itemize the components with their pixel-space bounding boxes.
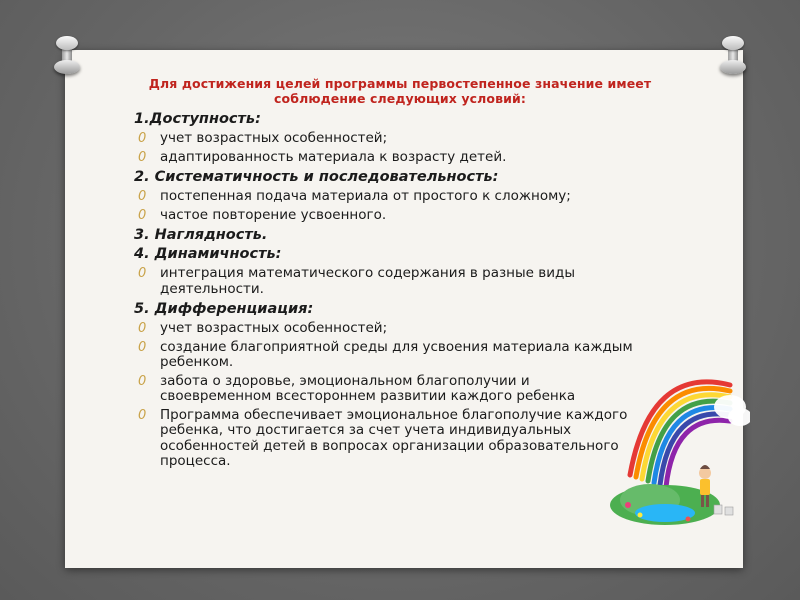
section-heading: 3. Наглядность. <box>134 227 268 243</box>
list-item: 0 интеграция математического содержания в разные виды деятельности. <box>138 265 575 297</box>
bullet-icon: 0 <box>138 339 147 355</box>
section-heading: 4. Динамичность: <box>134 246 282 262</box>
bullet-icon: 0 <box>138 189 147 204</box>
list-item: 0 частое повторение усвоенного. <box>138 206 387 223</box>
section-heading: 5. Дифференциация: <box>134 301 314 317</box>
bullet-icon: 0 <box>138 407 147 423</box>
section-heading: 2. Систематичность и последовательность: <box>134 169 499 185</box>
list-item: 0 учет возрастных особенностей; <box>138 130 388 146</box>
bullet-icon: 0 <box>138 149 147 165</box>
bullet-icon: 0 <box>138 207 147 223</box>
bullet-icon: 0 <box>138 373 147 389</box>
list-item: 0 постепенная подача материала от простого к сложному; <box>138 188 571 204</box>
conditions-list <box>134 110 634 473</box>
bullet-icon: 0 <box>138 266 147 281</box>
list-item: 0 учет возрастных особенностей; <box>138 320 388 336</box>
section-heading: 1.Доступность: <box>134 111 261 127</box>
right-pushpin-icon <box>722 36 744 74</box>
list-item: 0 адаптированность материала к возрасту детей. <box>138 148 507 165</box>
bullet-icon: 0 <box>138 131 147 146</box>
list-item: 0 создание благоприятной среды для усвоения материала каждым ребенком. <box>138 338 633 370</box>
list-item: 0 забота о здоровье, эмоциональном благополучии и своевременном всестороннем развитии каждого ребенка <box>138 372 576 404</box>
left-pushpin-icon <box>56 36 78 74</box>
list-item: 0 Программа обеспечивает эмоциональное благополучие каждого ребенка, что достигается за счет учета индивидуальных особенностей детей в вопросах организации образовательного процесса. <box>138 406 628 469</box>
rainbow-illustration <box>610 355 750 530</box>
intro-heading: Для достижения целей программы первостепенное значение имеет соблюдение следующих условий: <box>148 76 652 106</box>
bullet-icon: 0 <box>138 321 147 336</box>
